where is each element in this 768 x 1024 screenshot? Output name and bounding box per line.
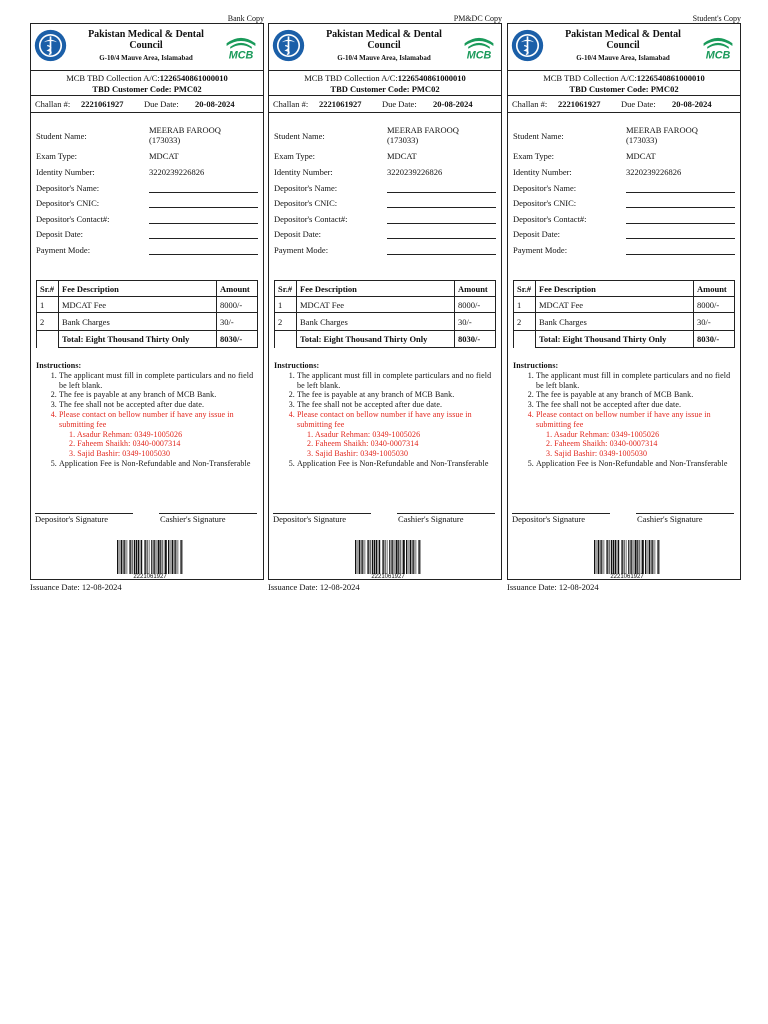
- account-info: MCB TBD Collection A/C:1226540861000010 TBD Customer Code: PMC02: [31, 71, 263, 96]
- barcode-bar: [138, 540, 139, 574]
- barcode-bar: [410, 540, 412, 574]
- challan-copy: [507, 12, 741, 612]
- depositor-name-field[interactable]: [387, 192, 496, 193]
- list-item: 1. The applicant must fill in complete particulars and no field be left blank.: [297, 371, 497, 391]
- barcode-bar: [385, 540, 386, 574]
- deposit-date-field[interactable]: [626, 238, 735, 239]
- challan-form: [507, 23, 741, 580]
- instructions-title: Instructions:: [513, 361, 559, 370]
- barcode-bar: [153, 540, 154, 574]
- challan-copy: [268, 12, 502, 612]
- table-row: 1 MDCAT Fee 8000/-: [37, 297, 258, 313]
- contact-list: [536, 430, 736, 459]
- challan-row: Challan #: 2221061927 Due Date: 20-08-2024: [269, 96, 501, 113]
- barcode-bar: [403, 540, 405, 574]
- form-header: [31, 24, 263, 71]
- list-item: 1. The applicant must fill in complete particulars and no field be left blank.: [536, 371, 736, 391]
- contact-item: 1. Asadur Rehman: 0349-1005026: [546, 429, 660, 439]
- barcode-bar: [611, 540, 612, 574]
- student-fields: Student Name: MEERAB FAROOQ (173033) Exam Type: MDCAT Identity Number: 3220239226826 Depositor's Name: Depositor's CNIC: Depositor's Contact#: Deposit Date: Payment Mode:: [269, 113, 501, 279]
- barcode-bar: [370, 540, 371, 574]
- barcode-bar: [419, 540, 420, 574]
- barcode-bar: [598, 540, 600, 574]
- challan-row: Challan #: 2221061927 Due Date: 20-08-2024: [31, 96, 263, 113]
- mcb-logo-text: MCB: [705, 49, 731, 62]
- barcode-bar: [134, 540, 135, 574]
- instructions-title: Instructions:: [36, 361, 82, 370]
- barcode-bar: [645, 540, 646, 574]
- barcode-bar: [634, 540, 635, 574]
- barcode-number: 2221061927: [133, 574, 167, 580]
- contact-item: 1. Asadur Rehman: 0349-1005026: [69, 429, 183, 439]
- barcode-bar: [359, 540, 361, 574]
- barcode-bar: [651, 540, 652, 574]
- barcode-bar: [395, 540, 396, 574]
- list-item: 5. Application Fee is Non-Refundable and Non-Transferable: [297, 459, 497, 469]
- barcode-icon: [117, 540, 183, 574]
- barcode-bar: [624, 540, 625, 574]
- barcode-bar: [181, 540, 182, 574]
- barcode-bar: [144, 540, 145, 574]
- account-info: MCB TBD Collection A/C:1226540861000010 TBD Customer Code: PMC02: [508, 71, 740, 96]
- barcode-bar: [412, 540, 413, 574]
- barcode-bar: [416, 540, 417, 574]
- table-row: 2 Bank Charges 30/-: [275, 313, 496, 331]
- total-amount: 8030/-: [217, 331, 258, 348]
- table-row: 1 MDCAT Fee 8000/-: [275, 297, 496, 313]
- barcode-bar: [365, 540, 366, 574]
- mcb-logo-icon: [461, 30, 497, 62]
- exam-type-value: MDCAT: [626, 151, 656, 161]
- barcode-bar: [635, 540, 637, 574]
- fee-table-header: Sr.# Fee Description Amount: [37, 281, 258, 297]
- barcode-bar: [621, 540, 622, 574]
- barcode-bar: [613, 540, 615, 574]
- barcode-bar: [642, 540, 644, 574]
- barcode-bar: [157, 540, 158, 574]
- deposit-date-field[interactable]: [149, 238, 258, 239]
- mcb-logo-icon: [223, 30, 259, 62]
- student-fields: Student Name: MEERAB FAROOQ (173033) Exam Type: MDCAT Identity Number: 3220239226826 Depositor's Name: Depositor's CNIC: Depositor's Contact#: Deposit Date: Payment Mode:: [31, 113, 263, 279]
- instructions-list: [36, 371, 259, 469]
- barcode-bar: [617, 540, 618, 574]
- list-item: 1. The applicant must fill in complete particulars and no field be left blank.: [59, 371, 259, 391]
- payment-mode-field[interactable]: [387, 254, 496, 255]
- depositor-signature-label: Depositor's Signature: [35, 514, 109, 524]
- list-item: 5. Application Fee is Non-Refundable and Non-Transferable: [536, 459, 736, 469]
- contact-item: 2. Faheem Shaikh: 0340-0007314: [307, 439, 419, 449]
- fee-total-row: [514, 331, 735, 348]
- instructions-title: Instructions:: [274, 361, 320, 370]
- depositor-contact-field[interactable]: [387, 223, 496, 224]
- barcode-bar: [649, 540, 651, 574]
- barcode-bar: [398, 540, 399, 574]
- fee-total-row: [275, 331, 496, 348]
- barcode-bar: [374, 540, 376, 574]
- contact-item: 2. Faheem Shaikh: 0340-0007314: [69, 439, 181, 449]
- barcode-bar: [361, 540, 362, 574]
- barcode-bar: [124, 540, 125, 574]
- identity-value: 3220239226826: [387, 167, 443, 177]
- list-item: 4. Please contact on bellow number if have any issue in submitting fee 1. Asadur Rehman: 0349-1005026 2. Faheem Shaikh: 0340-0007314 3. Sajid Bashir: 0349-1005030: [297, 410, 497, 459]
- barcode-bar: [174, 540, 175, 574]
- student-fields: Student Name: MEERAB FAROOQ (173033) Exam Type: MDCAT Identity Number: 3220239226826 Depositor's Name: Depositor's CNIC: Depositor's Contact#: Deposit Date: Payment Mode:: [508, 113, 740, 279]
- barcode-bar: [402, 540, 403, 574]
- customer-code: TBD Customer Code: PMC02: [569, 84, 679, 94]
- student-name-value: MEERAB FAROOQ (173033): [149, 125, 221, 145]
- barcode-bar: [178, 540, 179, 574]
- barcode-bar: [164, 540, 165, 574]
- exam-type-value: MDCAT: [387, 151, 417, 161]
- challan-copy: [30, 12, 264, 612]
- barcode-bar: [607, 540, 608, 574]
- fee-table: [513, 280, 735, 348]
- copy-label: Bank Copy: [227, 14, 264, 23]
- depositor-contact-field[interactable]: [149, 223, 258, 224]
- org-address: G-10/4 Mauve Area, Islamabad: [337, 54, 431, 62]
- account-info: MCB TBD Collection A/C:1226540861000010 TBD Customer Code: PMC02: [269, 71, 501, 96]
- barcode-bar: [606, 540, 607, 574]
- total-amount: 8030/-: [455, 331, 496, 348]
- list-item: 4. Please contact on bellow number if have any issue in submitting fee 1. Asadur Rehman: 0349-1005026 2. Faheem Shaikh: 0340-0007314 3. Sajid Bashir: 0349-1005030: [536, 410, 736, 459]
- barcode-bar: [145, 540, 146, 574]
- identity-value: 3220239226826: [626, 167, 682, 177]
- barcode-bar: [180, 540, 181, 574]
- barcode-bar: [383, 540, 384, 574]
- list-item: 4. Please contact on bellow number if have any issue in submitting fee 1. Asadur Rehman: 0349-1005026 2. Faheem Shaikh: 0340-0007314 3. Sajid Bashir: 0349-1005030: [59, 410, 259, 459]
- barcode-bar: [626, 540, 627, 574]
- barcode-bar: [641, 540, 642, 574]
- table-row: 2 Bank Charges 30/-: [514, 313, 735, 331]
- mcb-logo-text: MCB: [466, 49, 492, 62]
- barcode-bar: [408, 540, 409, 574]
- barcode-bar: [637, 540, 638, 574]
- customer-code: TBD Customer Code: PMC02: [330, 84, 440, 94]
- barcode-bar: [657, 540, 658, 574]
- student-name-value: MEERAB FAROOQ (173033): [387, 125, 459, 145]
- barcode-bar: [372, 540, 373, 574]
- barcode-bar: [141, 540, 142, 574]
- pmdc-logo-icon: [272, 29, 305, 62]
- barcode-bar: [658, 540, 659, 574]
- issuance-date: Issuance Date: 12-08-2024: [30, 582, 122, 592]
- pmdc-logo-icon: [34, 29, 67, 62]
- pmdc-logo-icon: [511, 29, 544, 62]
- depositor-contact-field[interactable]: [626, 223, 735, 224]
- depositor-signature-label: Depositor's Signature: [273, 514, 347, 524]
- barcode-bar: [406, 540, 407, 574]
- identity-value: 3220239226826: [149, 167, 205, 177]
- barcode-bar: [123, 540, 124, 574]
- barcode-number: 2221061927: [610, 574, 644, 580]
- mcb-logo-icon: [700, 30, 736, 62]
- barcode-bar: [392, 540, 393, 574]
- org-name: Pakistan Medical & Dental Council: [326, 29, 442, 51]
- barcode-bar: [378, 540, 379, 574]
- issuance-date: Issuance Date: 12-08-2024: [507, 582, 599, 592]
- total-label: Total: Eight Thousand Thirty Only: [59, 331, 217, 348]
- depositor-cnic-field[interactable]: [626, 207, 735, 208]
- barcode-bar: [129, 540, 130, 574]
- total-label: Total: Eight Thousand Thirty Only: [536, 331, 694, 348]
- org-address: G-10/4 Mauve Area, Islamabad: [99, 54, 193, 62]
- challan-form: [268, 23, 502, 580]
- barcode-bar: [168, 540, 169, 574]
- barcode-icon: [355, 540, 421, 574]
- barcode-bar: [382, 540, 383, 574]
- barcode-bar: [628, 540, 629, 574]
- barcode-bar: [158, 540, 160, 574]
- contact-item: 1. Asadur Rehman: 0349-1005026: [307, 429, 421, 439]
- barcode-bar: [362, 540, 363, 574]
- barcode-bar: [127, 540, 128, 574]
- exam-type-value: MDCAT: [149, 151, 179, 161]
- depositor-signature-label: Depositor's Signature: [512, 514, 586, 524]
- instructions: [274, 361, 497, 469]
- barcode-bar: [130, 540, 131, 574]
- table-row: 1 MDCAT Fee 8000/-: [514, 297, 735, 313]
- fee-table: [36, 280, 258, 348]
- barcode-bar: [355, 540, 356, 574]
- barcode-bar: [147, 540, 148, 574]
- depositor-name-field[interactable]: [149, 192, 258, 193]
- payment-mode-field[interactable]: [149, 254, 258, 255]
- barcode-bar: [600, 540, 601, 574]
- depositor-name-field[interactable]: [626, 192, 735, 193]
- barcode-bar: [151, 540, 152, 574]
- instructions-list: [513, 371, 736, 469]
- org-name: Pakistan Medical & Dental Council: [88, 29, 204, 51]
- barcode-bar: [391, 540, 392, 574]
- fee-table: [274, 280, 496, 348]
- list-item: 2. The fee is payable at any branch of MCB Bank.: [536, 390, 736, 400]
- org-name: Pakistan Medical & Dental Council: [565, 29, 681, 51]
- list-item: 3. The fee shall not be accepted after due date.: [297, 400, 497, 410]
- barcode-bar: [400, 540, 401, 574]
- contact-list: [59, 430, 259, 459]
- collection-number: 1226540861000010: [159, 73, 228, 83]
- barcode-bar: [604, 540, 605, 574]
- instructions: [513, 361, 736, 469]
- barcode-bar: [154, 540, 155, 574]
- barcode-icon: [594, 540, 660, 574]
- barcode-bar: [379, 540, 380, 574]
- challan-number: 2221061927: [319, 99, 362, 109]
- instructions: [36, 361, 259, 469]
- depositor-cnic-field[interactable]: [387, 207, 496, 208]
- challan-form: [30, 23, 264, 580]
- total-amount: 8030/-: [694, 331, 735, 348]
- contact-item: 3. Sajid Bashir: 0349-1005030: [546, 449, 648, 459]
- barcode-bar: [396, 540, 398, 574]
- contact-item: 3. Sajid Bashir: 0349-1005030: [307, 449, 409, 459]
- total-label: Total: Eight Thousand Thirty Only: [297, 331, 455, 348]
- due-date: 20-08-2024: [433, 99, 473, 109]
- cashier-signature-label: Cashier's Signature: [160, 514, 226, 524]
- instructions-list: [274, 371, 497, 469]
- list-item: 2. The fee is payable at any branch of MCB Bank.: [59, 390, 259, 400]
- barcode-bar: [172, 540, 174, 574]
- copy-label: PM&DC Copy: [453, 14, 502, 23]
- mcb-logo-text: MCB: [228, 49, 254, 62]
- fee-table-header: Sr.# Fee Description Amount: [275, 281, 496, 297]
- org-address: G-10/4 Mauve Area, Islamabad: [576, 54, 670, 62]
- barcode-bar: [175, 540, 176, 574]
- barcode-bar: [165, 540, 167, 574]
- form-header: [269, 24, 501, 71]
- challan-number: 2221061927: [558, 99, 601, 109]
- copy-label: Student's Copy: [692, 14, 741, 23]
- barcode-bar: [389, 540, 390, 574]
- barcode-bar: [136, 540, 138, 574]
- barcode-bar: [367, 540, 368, 574]
- barcode-number: 2221061927: [371, 574, 405, 580]
- barcode-bar: [618, 540, 619, 574]
- barcode-bar: [652, 540, 653, 574]
- barcode-bar: [631, 540, 632, 574]
- barcode-bar: [622, 540, 623, 574]
- barcode-bar: [413, 540, 414, 574]
- collection-number: 1226540861000010: [397, 73, 466, 83]
- deposit-date-field[interactable]: [387, 238, 496, 239]
- form-header: [508, 24, 740, 71]
- contact-item: 2. Faheem Shaikh: 0340-0007314: [546, 439, 658, 449]
- barcode-bar: [387, 540, 388, 574]
- depositor-cnic-field[interactable]: [149, 207, 258, 208]
- list-item: 3. The fee shall not be accepted after due date.: [536, 400, 736, 410]
- barcode-bar: [418, 540, 419, 574]
- barcode-bar: [594, 540, 595, 574]
- list-item: 2. The fee is payable at any branch of MCB Bank.: [297, 390, 497, 400]
- payment-mode-field[interactable]: [626, 254, 735, 255]
- barcode-bar: [647, 540, 648, 574]
- barcode-bar: [655, 540, 656, 574]
- barcode-bar: [639, 540, 640, 574]
- barcode-bar: [149, 540, 150, 574]
- challan-row: Challan #: 2221061927 Due Date: 20-08-2024: [508, 96, 740, 113]
- table-row: 2 Bank Charges 30/-: [37, 313, 258, 331]
- contact-item: 3. Sajid Bashir: 0349-1005030: [69, 449, 171, 459]
- barcode-bar: [117, 540, 118, 574]
- barcode-bar: [160, 540, 161, 574]
- barcode-bar: [596, 540, 597, 574]
- barcode-bar: [630, 540, 631, 574]
- barcode-bar: [615, 540, 616, 574]
- barcode-bar: [162, 540, 163, 574]
- list-item: 3. The fee shall not be accepted after due date.: [59, 400, 259, 410]
- due-date: 20-08-2024: [672, 99, 712, 109]
- due-date: 20-08-2024: [195, 99, 235, 109]
- fee-table-header: Sr.# Fee Description Amount: [514, 281, 735, 297]
- issuance-date: Issuance Date: 12-08-2024: [268, 582, 360, 592]
- customer-code: TBD Customer Code: PMC02: [92, 84, 202, 94]
- barcode-bar: [368, 540, 369, 574]
- barcode-bar: [121, 540, 123, 574]
- barcode-bar: [376, 540, 377, 574]
- barcode-bar: [170, 540, 171, 574]
- barcode-bar: [140, 540, 141, 574]
- cashier-signature-label: Cashier's Signature: [637, 514, 703, 524]
- cashier-signature-label: Cashier's Signature: [398, 514, 464, 524]
- student-name-value: MEERAB FAROOQ (173033): [626, 125, 698, 145]
- collection-number: 1226540861000010: [636, 73, 705, 83]
- list-item: 5. Application Fee is Non-Refundable and Non-Transferable: [59, 459, 259, 469]
- barcode-bar: [609, 540, 610, 574]
- barcode-bar: [601, 540, 602, 574]
- challan-number: 2221061927: [81, 99, 124, 109]
- barcode-bar: [357, 540, 358, 574]
- fee-total-row: [37, 331, 258, 348]
- contact-list: [297, 430, 497, 459]
- barcode-bar: [119, 540, 120, 574]
- barcode-bar: [132, 540, 133, 574]
